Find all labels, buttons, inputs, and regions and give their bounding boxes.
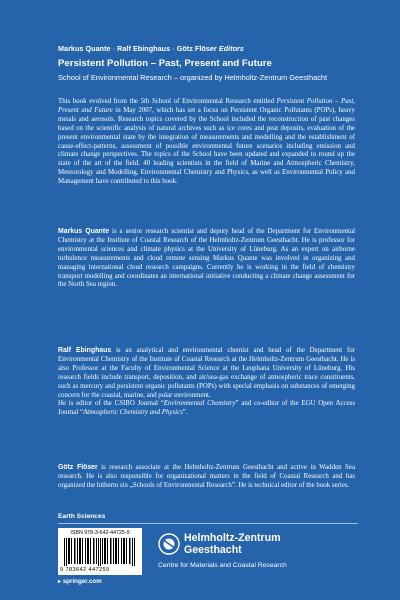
barcode-bars (64, 538, 136, 566)
logo-line: Geesthacht (184, 543, 242, 556)
bio-name: Markus Quante (58, 228, 110, 235)
separator: · (110, 44, 118, 53)
subject-category: Earth Sciences (58, 513, 106, 520)
ean-number: 9 783642 447259 (60, 567, 110, 573)
editor-name: Ralf Ebinghaus (117, 44, 171, 53)
isbn-label: ISBN 978-3-642-44725-9 (70, 530, 130, 536)
separator: · (170, 44, 177, 53)
editor-bio-quante (58, 228, 355, 290)
bio-text: is research associate at the Helmholtz-Zentrum Geesthacht and active in Wadden Sea research. He is also responsible for organizational matters in the field of Coastal Research and has organized the hitherto six „Schools of Environmental Research”. He is technical editor of the book series. (58, 464, 356, 489)
paragraph-text: in May 2007, which has set a focus on Persistent Organic Pollutants (POPs), heavy metals and aerosols. Research topics covered by the School included the reconstruction of past changes based on the scientific analysis of natural archives such as ice cores and peat deposits, evaluation of the present environmental state by the integration of measurements and modelling and the establishment of cause-effect-patterns, assessment of possible environmental future scenarios including emission and climate change perspectives. The topics of the School have been updated and expanded to round up the state of the art of the field. 40 leading scientists in the field of Marine and Atmospheric Chemistry, Meteorology and Modelling, Environmental Chemistry and Physics, as well as Environmental Policy and Management have contributed to this book. (58, 106, 355, 186)
url-text[interactable]: springer.com (62, 578, 102, 585)
institution-tagline: Centre for Materials and Coastal Research (158, 562, 287, 569)
description-paragraph (58, 98, 355, 187)
book-title: Persistent Pollution – Past, Present and Future (58, 58, 272, 69)
bio-text: ”. (182, 409, 188, 417)
barcode (58, 528, 142, 575)
divider (58, 523, 358, 524)
bio-text: ” and co-editor of the EGU Open Access Journal “ (58, 400, 355, 417)
helmholtz-logo-icon (158, 533, 180, 555)
editors-role: Editors (218, 44, 244, 53)
book-title-italic: Persistent Pollution – Past, Present and Future (58, 98, 355, 114)
book-subtitle: School of Environmental Research – organized by Helmholtz-Zentrum Geesthacht (58, 73, 328, 82)
editor-bio-ebinghaus (58, 347, 355, 418)
editor-bio-floeser (58, 464, 355, 491)
institution-logo-text (184, 533, 281, 557)
bio-name: Ralf Ebinghaus (58, 347, 112, 354)
editor-name: Götz Flöser (176, 44, 217, 53)
journal-name: Atmospheric Chemistry and Physics (83, 409, 183, 417)
publisher-url[interactable]: ▸ springer.com (58, 578, 102, 585)
bio-text: He is editor of the CSIRO Journal “ (58, 400, 164, 408)
bio-text: is an analytical and environmental chemist and head of the Department for Environmental Chemistry of the Institute of Coastal Research at the Helmholtz-Zentrum Geesthacht. He is also Professor at the Faculty of Environmental Science at the Leuphana University of Lüneburg. His research fields include transport, deposition, and air/sea-gas exchange of atmospheric trace constituents, such as mercury and persistent organic pollutants (POPs) with special emphasis on substances of emerging concern for the coastal, marine, and polar environment. (58, 347, 355, 399)
bio-name: Götz Flöser (58, 464, 98, 471)
editors-line (58, 44, 378, 53)
editor-name: Markus Quante (58, 44, 111, 53)
paragraph-text: This book evolved from the 5th School of Environmental Research entitled (58, 98, 277, 105)
logo-line: Helmholtz-Zentrum (184, 532, 281, 544)
journal-name: Environmental Chemistry (163, 400, 236, 408)
bio-text: is a senior research scientist and deputy head of the Department for Environmental Chemistry at the Institute of Coastal Research of the Helmholtz-Zentrum Geesthacht. He is professor for environmental sciences and climate physics at the University of Lüneburg. As an expert on airborne turbulence measurements and cloud remote sensing Markus Quante was involved in organizing and managing international cloud research campaigns. Currently he is working in the field of chemistry transport modelling and coordinates an international initiative conducting a climate change assessment for the North Sea region. (58, 228, 355, 289)
cover-header (58, 44, 378, 82)
